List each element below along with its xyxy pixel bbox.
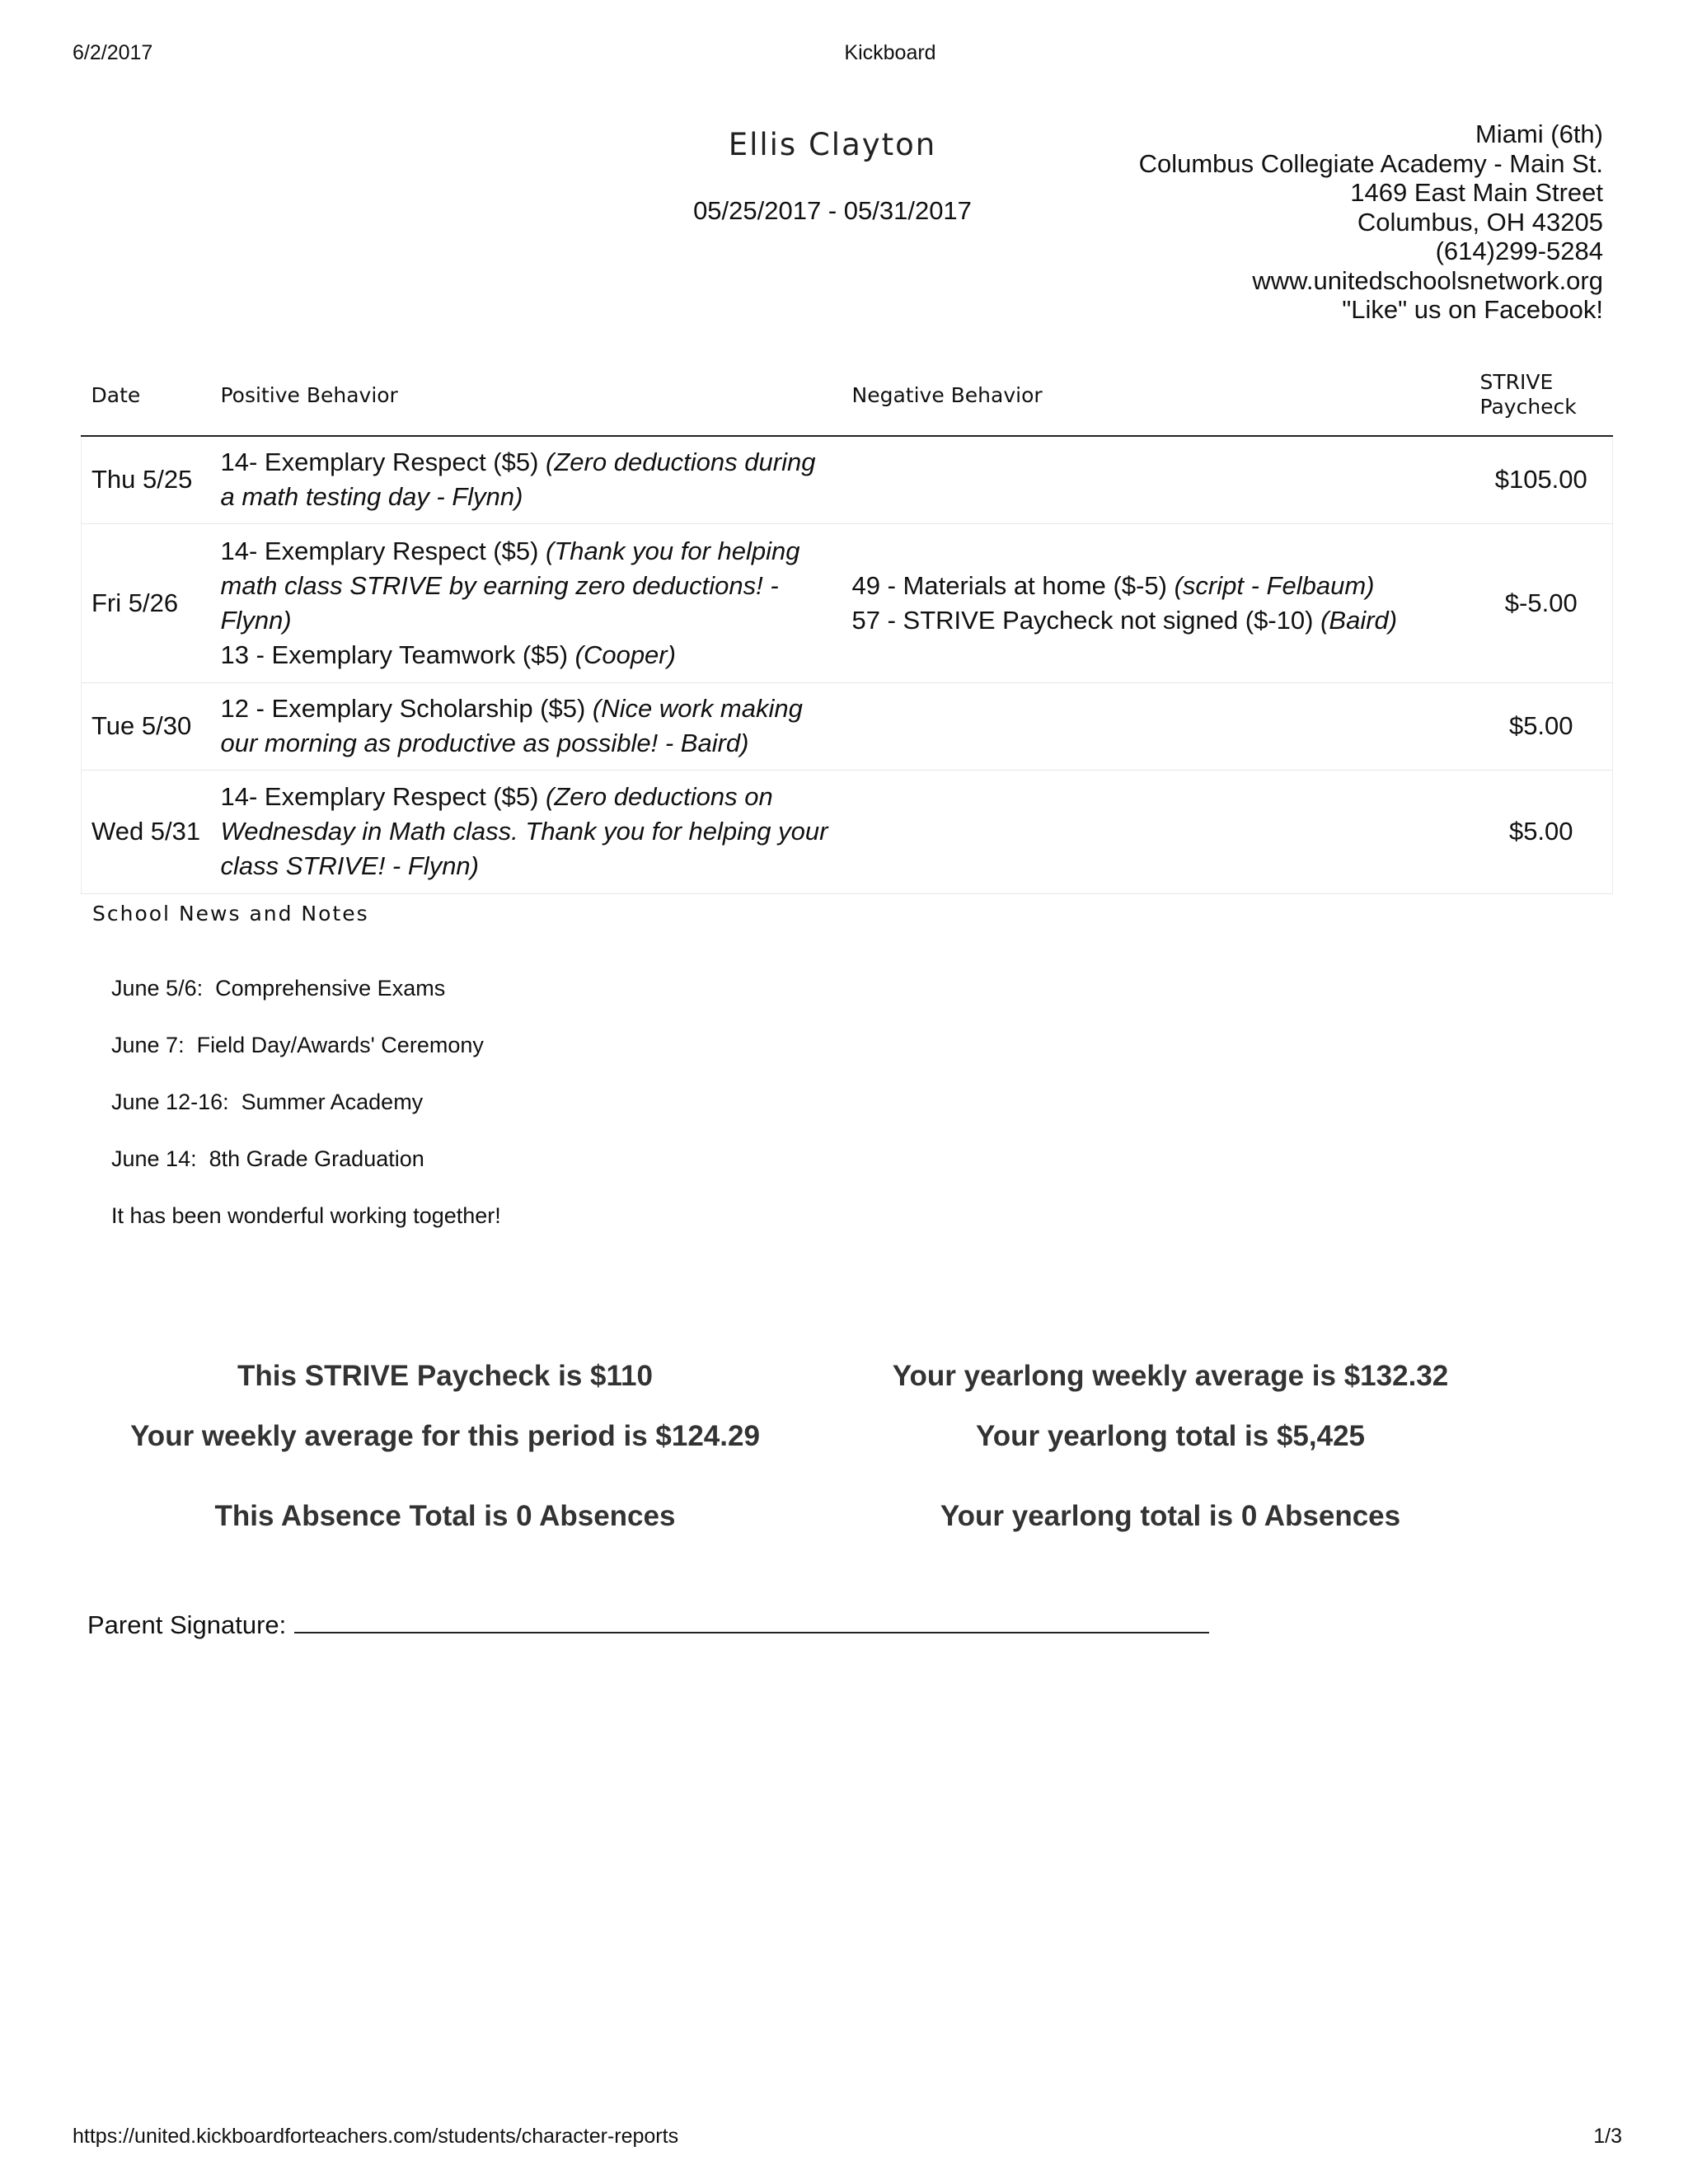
report-date-range: 05/25/2017 - 05/31/2017 <box>693 196 972 225</box>
cell-negative-behavior <box>842 682 1470 770</box>
print-title: Kickboard <box>844 41 936 64</box>
table-body <box>82 436 1613 893</box>
behavior-note: (Thank you for helping math class STRIVE by earning zero deductions! - Flynn) <box>220 536 800 635</box>
summary-absence-total: This Absence Total is 0 Absences <box>214 1500 676 1532</box>
school-city: Columbus, OH 43205 <box>1357 207 1603 237</box>
school-social: "Like" us on Facebook! <box>1342 295 1603 324</box>
cell-date: Thu 5/25 <box>82 436 211 523</box>
cell-date: Tue 5/30 <box>82 682 211 770</box>
behavior-text: 14- Exemplary Respect ($5) <box>220 536 546 565</box>
school-street: 1469 East Main Street <box>1350 178 1603 207</box>
cell-positive-behavior <box>211 682 842 770</box>
behavior-text: 14- Exemplary Respect ($5) <box>220 448 546 477</box>
cell-paycheck: $5.00 <box>1470 682 1613 770</box>
table-row <box>82 523 1613 682</box>
signature-label: Parent Signature: <box>87 1610 287 1639</box>
summary-paycheck: This STRIVE Paycheck is $110 <box>237 1360 653 1392</box>
table-header-row <box>82 354 1613 436</box>
header-positive: Positive Behavior <box>211 354 842 436</box>
positive-behavior-entry <box>221 445 832 514</box>
table-row <box>82 682 1613 770</box>
student-name: Ellis Clayton <box>728 127 937 162</box>
behavior-note: (Cooper) <box>574 640 676 669</box>
school-website[interactable]: www.unitedschoolsnetwork.org <box>1252 265 1603 295</box>
positive-behavior-entry <box>221 534 832 638</box>
summary-yearlong-total: Your yearlong total is $5,425 <box>975 1420 1366 1452</box>
print-url: https://united.kickboardforteachers.com/students/character-reports <box>73 2125 679 2148</box>
table-row <box>82 436 1613 523</box>
behavior-note: (Zero deductions during a math testing day - Flynn) <box>220 448 816 512</box>
news-item: June 7: Field Day/Awards' Ceremony <box>111 1033 484 1057</box>
behavior-note: (Nice work making our morning as productive as possible! - Baird) <box>220 694 803 757</box>
behavior-note: (script - Felbaum) <box>1174 570 1375 600</box>
positive-behavior-entry <box>221 638 832 673</box>
header-date: Date <box>82 354 211 436</box>
cell-negative-behavior <box>842 523 1470 682</box>
behavior-table <box>81 354 1613 894</box>
cell-positive-behavior <box>211 770 842 893</box>
school-info <box>1139 120 1603 325</box>
cell-positive-behavior <box>211 436 842 523</box>
behavior-text: 14- Exemplary Respect ($5) <box>220 782 546 811</box>
print-page-number: 1/3 <box>1593 2125 1622 2148</box>
news-item: June 12-16: Summer Academy <box>111 1090 424 1114</box>
header-negative: Negative Behavior <box>842 354 1470 436</box>
behavior-text: 49 - Materials at home ($-5) <box>851 570 1175 600</box>
cell-positive-behavior <box>211 523 842 682</box>
print-date: 6/2/2017 <box>73 41 153 64</box>
summary-yearlong-weekly-average: Your yearlong weekly average is $132.32 <box>892 1360 1449 1392</box>
cell-date: Wed 5/31 <box>82 770 211 893</box>
news-item: June 14: 8th Grade Graduation <box>111 1146 424 1171</box>
school-phone: (614)299-5284 <box>1435 237 1603 265</box>
positive-behavior-entry <box>221 780 832 883</box>
news-list <box>111 975 501 1259</box>
header-paycheck <box>1470 354 1613 436</box>
summary-yearlong-absences: Your yearlong total is 0 Absences <box>940 1500 1401 1532</box>
summary-weekly-average: Your weekly average for this period is $124.29 <box>130 1420 760 1452</box>
cell-paycheck: $105.00 <box>1470 436 1613 523</box>
positive-behavior-entry <box>221 691 832 761</box>
cell-negative-behavior <box>842 436 1470 523</box>
negative-behavior-entry <box>852 569 1461 603</box>
header-paycheck-line2: Paycheck <box>1479 395 1577 419</box>
cell-paycheck: $5.00 <box>1470 770 1613 893</box>
behavior-text: 13 - Exemplary Teamwork ($5) <box>220 640 575 669</box>
cell-paycheck: $-5.00 <box>1470 523 1613 682</box>
parent-signature <box>87 1607 1209 1640</box>
cell-negative-behavior <box>842 770 1470 893</box>
behavior-note: (Baird) <box>1320 605 1398 635</box>
behavior-text: 12 - Exemplary Scholarship ($5) <box>220 694 593 723</box>
behavior-text: 57 - STRIVE Paycheck not signed ($-10) <box>851 605 1321 635</box>
negative-behavior-entry <box>852 603 1461 638</box>
school-name: Columbus Collegiate Academy - Main St. <box>1138 148 1603 178</box>
cell-date: Fri 5/26 <box>82 523 211 682</box>
news-item: It has been wonderful working together! <box>111 1203 501 1228</box>
header-paycheck-line1: STRIVE <box>1479 370 1554 394</box>
news-item: June 5/6: Comprehensive Exams <box>111 976 446 1001</box>
table-row <box>82 770 1613 893</box>
news-title: School News and Notes <box>92 902 369 926</box>
school-class: Miami (6th) <box>1475 120 1603 148</box>
signature-line[interactable] <box>294 1607 1209 1633</box>
behavior-note: (Zero deductions on Wednesday in Math class. Thank you for helping your class STRIVE! - Flynn) <box>220 782 828 880</box>
